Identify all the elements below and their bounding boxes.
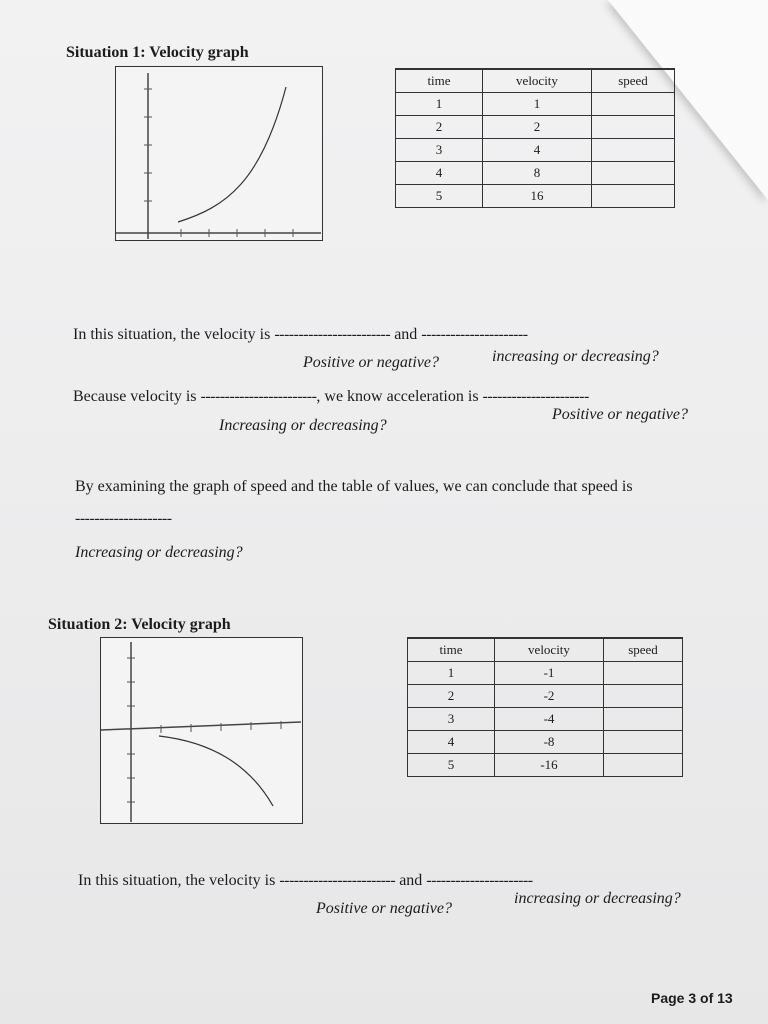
table1-speed-cell[interactable] xyxy=(592,185,675,208)
table2-speed-cell[interactable] xyxy=(604,685,683,708)
table1-speed-cell[interactable] xyxy=(592,93,675,116)
speed-trend-blank[interactable]: -------------------- xyxy=(75,510,172,527)
table1-velocity-cell: 4 xyxy=(483,139,592,162)
table-row xyxy=(408,685,683,708)
situation2-table xyxy=(407,637,683,777)
table1-velocity-cell: 8 xyxy=(483,162,592,185)
sentence2-middle: , we know acceleration is xyxy=(316,388,479,405)
situation2-velocity-graph xyxy=(100,637,303,824)
table-row xyxy=(396,162,675,185)
table1-time-cell: 4 xyxy=(396,162,483,185)
table2-time-cell: 2 xyxy=(408,685,495,708)
table2-time-cell: 5 xyxy=(408,754,495,777)
table1-time-cell: 2 xyxy=(396,116,483,139)
table1-speed-cell[interactable] xyxy=(592,116,675,139)
table2-speed-cell[interactable] xyxy=(604,754,683,777)
situation1-sentence2 xyxy=(73,388,589,406)
situation2-hint-increasing-or-decreasing: increasing or decreasing? xyxy=(514,890,681,907)
situation1-sentence1 xyxy=(73,326,528,344)
table2-velocity-cell: -16 xyxy=(495,754,604,777)
sentence1-and: and xyxy=(394,326,418,343)
acceleration-sign-blank[interactable]: ---------------------- xyxy=(482,388,589,405)
situation1-heading: Situation 1: Velocity graph xyxy=(66,44,249,61)
table2-velocity-cell: -2 xyxy=(495,685,604,708)
table1-velocity-cell: 2 xyxy=(483,116,592,139)
graph1-exponential-curve xyxy=(178,87,286,222)
table2-speed-cell[interactable] xyxy=(604,708,683,731)
table2-speed-cell[interactable] xyxy=(604,731,683,754)
table1-header-speed: speed xyxy=(592,69,675,93)
situation2-sentence1-prefix: In this situation, the velocity is xyxy=(78,872,276,889)
situation1-table xyxy=(395,68,675,208)
situation1-sentence3: By examining the graph of speed and the table of values, we can conclude that speed is xyxy=(75,478,633,495)
hint-positive-or-negative-2: Positive or negative? xyxy=(552,406,688,423)
graph2-exponential-curve xyxy=(159,736,273,806)
table2-header-speed: speed xyxy=(604,638,683,662)
hint-increasing-or-decreasing-2: Increasing or decreasing? xyxy=(219,417,387,434)
table1-time-cell: 1 xyxy=(396,93,483,116)
velocity-sign-blank[interactable]: ------------------------ xyxy=(274,326,391,343)
table2-header-time: time xyxy=(408,638,495,662)
situation2-sentence1-and: and xyxy=(399,872,423,889)
hint-increasing-or-decreasing-3: Increasing or decreasing? xyxy=(75,544,243,561)
hint-positive-or-negative: Positive or negative? xyxy=(303,354,439,371)
table2-velocity-cell: -1 xyxy=(495,662,604,685)
table-row xyxy=(396,185,675,208)
table2-header-row xyxy=(408,638,683,662)
velocity-trend-blank[interactable]: ---------------------- xyxy=(421,326,528,343)
table1-header-velocity: velocity xyxy=(483,69,592,93)
sentence2-prefix: Because velocity is xyxy=(73,388,197,405)
table2-velocity-cell: -8 xyxy=(495,731,604,754)
situation2-graph-canvas xyxy=(101,638,301,822)
table2-time-cell: 4 xyxy=(408,731,495,754)
situation1-graph-canvas xyxy=(116,67,321,239)
velocity-trend-blank-2[interactable]: ------------------------ xyxy=(200,388,317,405)
page-number: Page 3 of 13 xyxy=(651,990,733,1006)
table-row xyxy=(408,708,683,731)
table2-speed-cell[interactable] xyxy=(604,662,683,685)
table1-time-cell: 5 xyxy=(396,185,483,208)
table1-speed-cell[interactable] xyxy=(592,162,675,185)
table1-header-row xyxy=(396,69,675,93)
table1-velocity-cell: 16 xyxy=(483,185,592,208)
situation2-velocity-sign-blank[interactable]: ------------------------ xyxy=(279,872,396,889)
table1-header-time: time xyxy=(396,69,483,93)
table-row xyxy=(396,139,675,162)
hint-increasing-or-decreasing: increasing or decreasing? xyxy=(492,348,659,365)
situation1-velocity-graph xyxy=(115,66,323,241)
situation2-hint-positive-or-negative: Positive or negative? xyxy=(316,900,452,917)
table2-time-cell: 1 xyxy=(408,662,495,685)
table-row xyxy=(408,754,683,777)
table1-time-cell: 3 xyxy=(396,139,483,162)
table-row xyxy=(396,93,675,116)
sentence1-prefix: In this situation, the velocity is xyxy=(73,326,271,343)
table1-speed-cell[interactable] xyxy=(592,139,675,162)
table-row xyxy=(408,731,683,754)
table-row xyxy=(408,662,683,685)
table2-velocity-cell: -4 xyxy=(495,708,604,731)
table-row xyxy=(396,116,675,139)
situation2-sentence1 xyxy=(78,872,533,890)
table2-header-velocity: velocity xyxy=(495,638,604,662)
situation2-velocity-trend-blank[interactable]: ---------------------- xyxy=(426,872,533,889)
table2-time-cell: 3 xyxy=(408,708,495,731)
table1-velocity-cell: 1 xyxy=(483,93,592,116)
situation2-heading: Situation 2: Velocity graph xyxy=(48,616,231,633)
